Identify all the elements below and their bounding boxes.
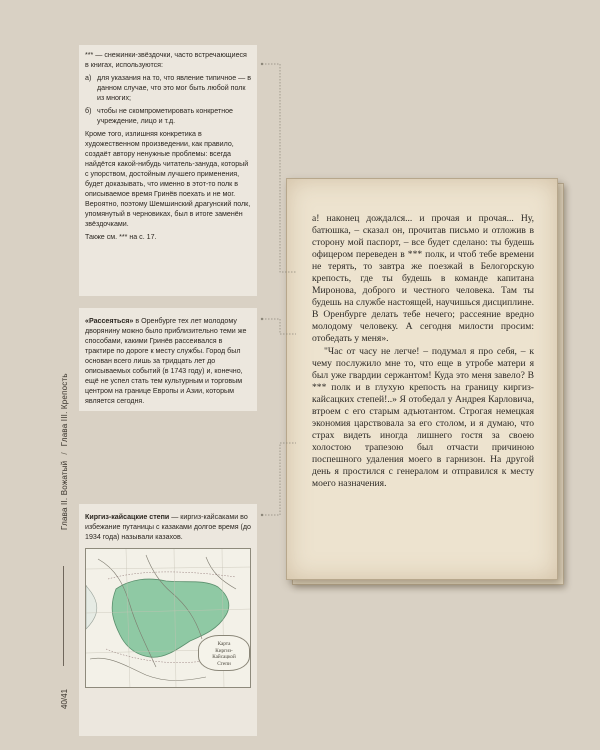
divider xyxy=(63,566,64,666)
running-header-separator: / xyxy=(60,452,69,455)
sidenote-kirgiz-steppes xyxy=(79,504,257,736)
list-item-text: для указания на то, что явление типичное — в данном случае, что это мог быть любой полк из многих; xyxy=(97,74,251,102)
running-header-chapter: Глава II. Вожатый xyxy=(60,460,69,530)
sidenote-rasseyatsya xyxy=(79,308,257,411)
steppe-map xyxy=(85,548,251,688)
sidenote-asterisks-body: Кроме того, излишняя конкретика в художественном произведении, как правило, создаёт автору ненужные проблемы: всегда найдётся какой-нибудь читатель-зануда, который с упорством, достойным лучшего применения, будет доказывать, что именно в этот-то полк в описываемое время Гринёв поехать и не мог. Вероятно, поэтому Шемшинский драгунский полк, упомянутый в черновиках, был в итоге заменён звёздочками. xyxy=(85,130,251,228)
running-header xyxy=(60,373,69,530)
map-cartouche xyxy=(198,635,250,671)
sidenote-asterisks-intro: *** — снежинки-звёздочки, часто встречающиеся в книгах, используются: xyxy=(85,51,247,69)
book-paragraph: "Час от часу не легче! – подумал я про себя, – к чему послужило мне то, что еще в утробе матери я был уже гвардии сержантом! Куда это меня завело? В *** полк и в глухую крепость на границу киргиз-кайсацких степей!..» Я отобедал у Андрея Карловича, втроем с его старым адъютантом. Строгая немецкая экономия царствовала за его столом, и я думаю, что страх видеть иногда лишнего гостя за своею холостою трапезою был отчасти причиною поспешного удаления моего в гарнизон. На другой день я простился с генералом и отправился к месту моего назначения. xyxy=(312,345,534,490)
map-title-line: Степи xyxy=(217,660,231,667)
book-paragraph: а! наконец дождался... и прочая и прочая... Ну, батюшка, – сказал он, прочитав письмо и отложив в сторону мой паспорт, – все будет сделано: ты будешь офицером переведен в *** полк, и чтоб тебе времени не терять, то завтра же поезжай в Белогорскую крепость, где ты будешь в команде капитана Миронова, доброго и честного человека. Там ты будешь на службе настоящей, научишься дисциплине. В Оренбурге делать тебе нечего; рассеяние вредно молодому человеку. А сегодня милости просим: отобедать у меня». xyxy=(312,213,534,345)
sidenote-term: Киргиз-кайсацкие степи xyxy=(85,513,170,521)
list-item xyxy=(85,106,251,126)
sidenote-text: в Оренбурге тех лет молодому дворянину можно было приблизительно теми же способами, какими Гринёв рассеивался в трактире по дороге к месту службы. Город был основан всего лишь за тридцать лет до описываемых событий (в 1743 году) и, конечно, ещё не успел стать тем культурным и торговым центром на границе Европы и Азии, которым является сегодня. xyxy=(85,317,247,405)
sidenote-asterisks xyxy=(79,45,257,296)
map-title-line: Кайсацкой xyxy=(212,654,236,660)
list-item xyxy=(85,73,251,103)
list-marker: б) xyxy=(85,107,92,115)
list-marker: а) xyxy=(85,74,92,82)
list-item-text: чтобы не скомпрометировать конкретное учреждение, лицо и т.д. xyxy=(97,107,234,125)
map-title-line: Карта xyxy=(217,641,231,647)
sidenote-see-also: Также см. *** на с. 17. xyxy=(85,233,157,241)
sidenote-term: «Рассеяться» xyxy=(85,317,134,325)
running-header-chapter: Глава III. Крепость xyxy=(60,373,69,447)
sidenote-text: — киргиз-кайсаками во избежание путаницы с казаками долгое время (до 1934 года) называли казахов. xyxy=(85,513,251,541)
map-title-line: Киргиз- xyxy=(215,647,233,654)
book-text xyxy=(312,213,534,490)
page-numbers: 40/41 xyxy=(60,688,69,709)
